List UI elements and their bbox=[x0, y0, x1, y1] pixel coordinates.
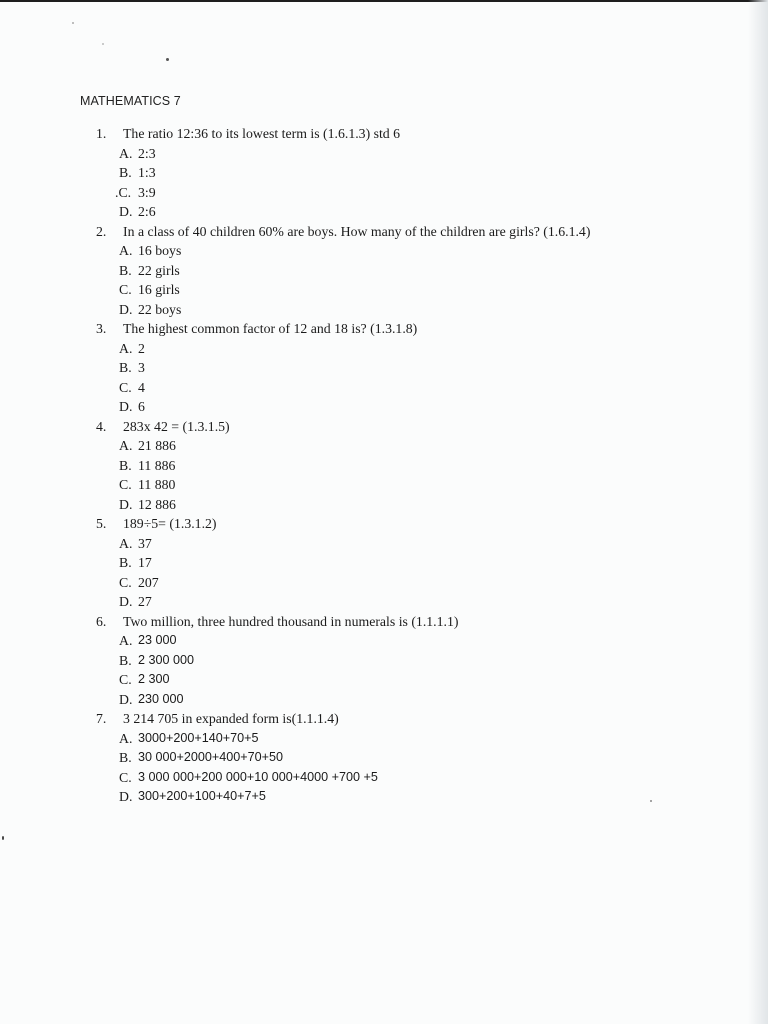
option-letter: B. bbox=[119, 165, 132, 180]
option-a bbox=[119, 729, 590, 749]
question-number: 6. bbox=[96, 613, 107, 629]
option-text: 21 886 bbox=[138, 438, 176, 453]
option-text: 2 300 000 bbox=[138, 652, 195, 667]
question-number: 4. bbox=[96, 418, 107, 434]
option-b bbox=[119, 748, 590, 768]
option-d bbox=[119, 787, 590, 807]
option-d bbox=[119, 397, 590, 417]
option-d bbox=[119, 495, 590, 515]
option-text: 22 girls bbox=[138, 262, 180, 278]
option-text: 12 886 bbox=[138, 496, 176, 512]
option-a bbox=[119, 436, 590, 456]
question-list bbox=[96, 124, 590, 807]
option-c bbox=[119, 670, 590, 690]
option-a bbox=[119, 144, 590, 164]
option-text: 11 880 bbox=[138, 477, 176, 492]
option-text: 2:6 bbox=[138, 204, 156, 219]
option-text: 11 886 bbox=[138, 457, 176, 473]
option-text: 2:3 bbox=[138, 145, 156, 161]
option-text: 207 bbox=[138, 574, 159, 590]
question-text: The ratio 12:36 to its lowest term is (1.6.1.3) std 6 bbox=[123, 126, 401, 141]
option-letter: D. bbox=[119, 204, 133, 219]
option-text: 4 bbox=[138, 379, 145, 395]
option-text: 30 000+2000+400+70+50 bbox=[138, 750, 283, 764]
scan-speck bbox=[650, 800, 652, 802]
question-4 bbox=[96, 417, 590, 515]
question-number: 5. bbox=[96, 516, 107, 531]
option-text: 22 boys bbox=[138, 301, 182, 317]
document-heading: MATHEMATICS 7 bbox=[80, 94, 181, 108]
option-text: 3 bbox=[138, 360, 145, 375]
question-number: 2. bbox=[96, 223, 107, 239]
question-number: 7. bbox=[96, 711, 107, 726]
option-list bbox=[96, 339, 590, 417]
question-number: 3. bbox=[96, 321, 107, 336]
option-letter: D. bbox=[119, 789, 133, 804]
scan-speck bbox=[102, 43, 104, 45]
option-letter: C. bbox=[119, 672, 132, 687]
option-c bbox=[115, 183, 590, 203]
option-letter: A. bbox=[119, 438, 133, 453]
option-letter: B. bbox=[119, 555, 132, 570]
option-b bbox=[119, 163, 590, 183]
option-list bbox=[96, 534, 590, 612]
option-a bbox=[119, 241, 590, 261]
option-c bbox=[119, 475, 590, 495]
question-text: Two million, three hundred thousand in numerals is (1.1.1.1) bbox=[123, 613, 459, 629]
option-a bbox=[119, 631, 590, 651]
option-text: 3 000 000+200 000+10 000+4000 +700 +5 bbox=[138, 769, 378, 784]
option-list bbox=[96, 241, 590, 319]
option-letter: .C. bbox=[115, 184, 132, 200]
question-text: The highest common factor of 12 and 18 is? (1.3.1.8) bbox=[123, 321, 418, 336]
question-6 bbox=[96, 612, 590, 710]
option-letter: B. bbox=[119, 262, 132, 278]
scan-right-shadow bbox=[748, 0, 768, 1024]
scan-speck bbox=[72, 22, 74, 24]
option-letter: A. bbox=[119, 535, 133, 551]
option-text: 2 300 bbox=[138, 672, 170, 686]
question-text: 3 214 705 in expanded form is(1.1.1.4) bbox=[123, 711, 339, 726]
option-letter: D. bbox=[119, 301, 133, 317]
option-list bbox=[96, 729, 590, 807]
option-letter: A. bbox=[119, 145, 133, 161]
option-text: 37 bbox=[138, 535, 152, 551]
option-d bbox=[119, 202, 590, 222]
option-c bbox=[119, 768, 590, 788]
option-list bbox=[96, 631, 590, 709]
option-letter: A. bbox=[119, 243, 133, 258]
option-b bbox=[119, 261, 590, 281]
option-letter: A. bbox=[119, 340, 133, 356]
option-letter: B. bbox=[119, 750, 132, 765]
option-list bbox=[96, 144, 590, 222]
option-letter: C. bbox=[119, 574, 132, 590]
option-text: 2 bbox=[138, 340, 145, 356]
question-1 bbox=[96, 124, 590, 222]
option-letter: C. bbox=[119, 769, 132, 785]
option-letter: D. bbox=[119, 496, 133, 512]
question-number: 1. bbox=[96, 126, 107, 141]
option-b bbox=[119, 456, 590, 476]
question-text: 283x 42 = (1.3.1.5) bbox=[123, 418, 230, 434]
option-letter: C. bbox=[119, 379, 132, 395]
option-text: 1:3 bbox=[138, 165, 156, 180]
question-7 bbox=[96, 709, 590, 807]
option-text: 16 girls bbox=[138, 282, 180, 297]
option-letter: C. bbox=[119, 282, 132, 297]
option-letter: C. bbox=[119, 477, 132, 492]
question-text: 189÷5= (1.3.1.2) bbox=[123, 516, 217, 531]
question-text: In a class of 40 children 60% are boys. How many of the children are girls? (1.6.1.4) bbox=[123, 223, 591, 239]
option-letter: B. bbox=[119, 360, 132, 375]
option-text: 17 bbox=[138, 555, 152, 570]
option-d bbox=[119, 592, 590, 612]
option-letter: A. bbox=[119, 730, 133, 746]
option-letter: D. bbox=[119, 399, 133, 414]
option-letter: B. bbox=[119, 652, 132, 668]
option-a bbox=[119, 339, 590, 359]
option-text: 23 000 bbox=[138, 633, 177, 647]
option-letter: D. bbox=[119, 594, 133, 609]
option-c bbox=[119, 573, 590, 593]
scan-speck bbox=[2, 836, 4, 840]
option-text: 3000+200+140+70+5 bbox=[138, 730, 259, 745]
option-c bbox=[119, 378, 590, 398]
option-b bbox=[119, 651, 590, 671]
option-text: 16 boys bbox=[138, 243, 182, 258]
option-letter: A. bbox=[119, 633, 133, 648]
option-b bbox=[119, 553, 590, 573]
question-3 bbox=[96, 319, 590, 417]
option-text: 300+200+100+40+7+5 bbox=[138, 789, 266, 803]
option-text: 6 bbox=[138, 399, 145, 414]
option-list bbox=[96, 436, 590, 514]
option-letter: D. bbox=[119, 691, 133, 707]
option-b bbox=[119, 358, 590, 378]
option-c bbox=[119, 280, 590, 300]
question-5 bbox=[96, 514, 590, 612]
option-d bbox=[119, 300, 590, 320]
scan-top-edge bbox=[0, 0, 768, 2]
option-d bbox=[119, 690, 590, 710]
option-text: 3:9 bbox=[138, 184, 156, 200]
option-text: 27 bbox=[138, 594, 152, 609]
option-a bbox=[119, 534, 590, 554]
question-2 bbox=[96, 222, 590, 320]
option-letter: B. bbox=[119, 457, 132, 473]
scan-speck bbox=[166, 58, 169, 61]
option-text: 230 000 bbox=[138, 691, 184, 706]
